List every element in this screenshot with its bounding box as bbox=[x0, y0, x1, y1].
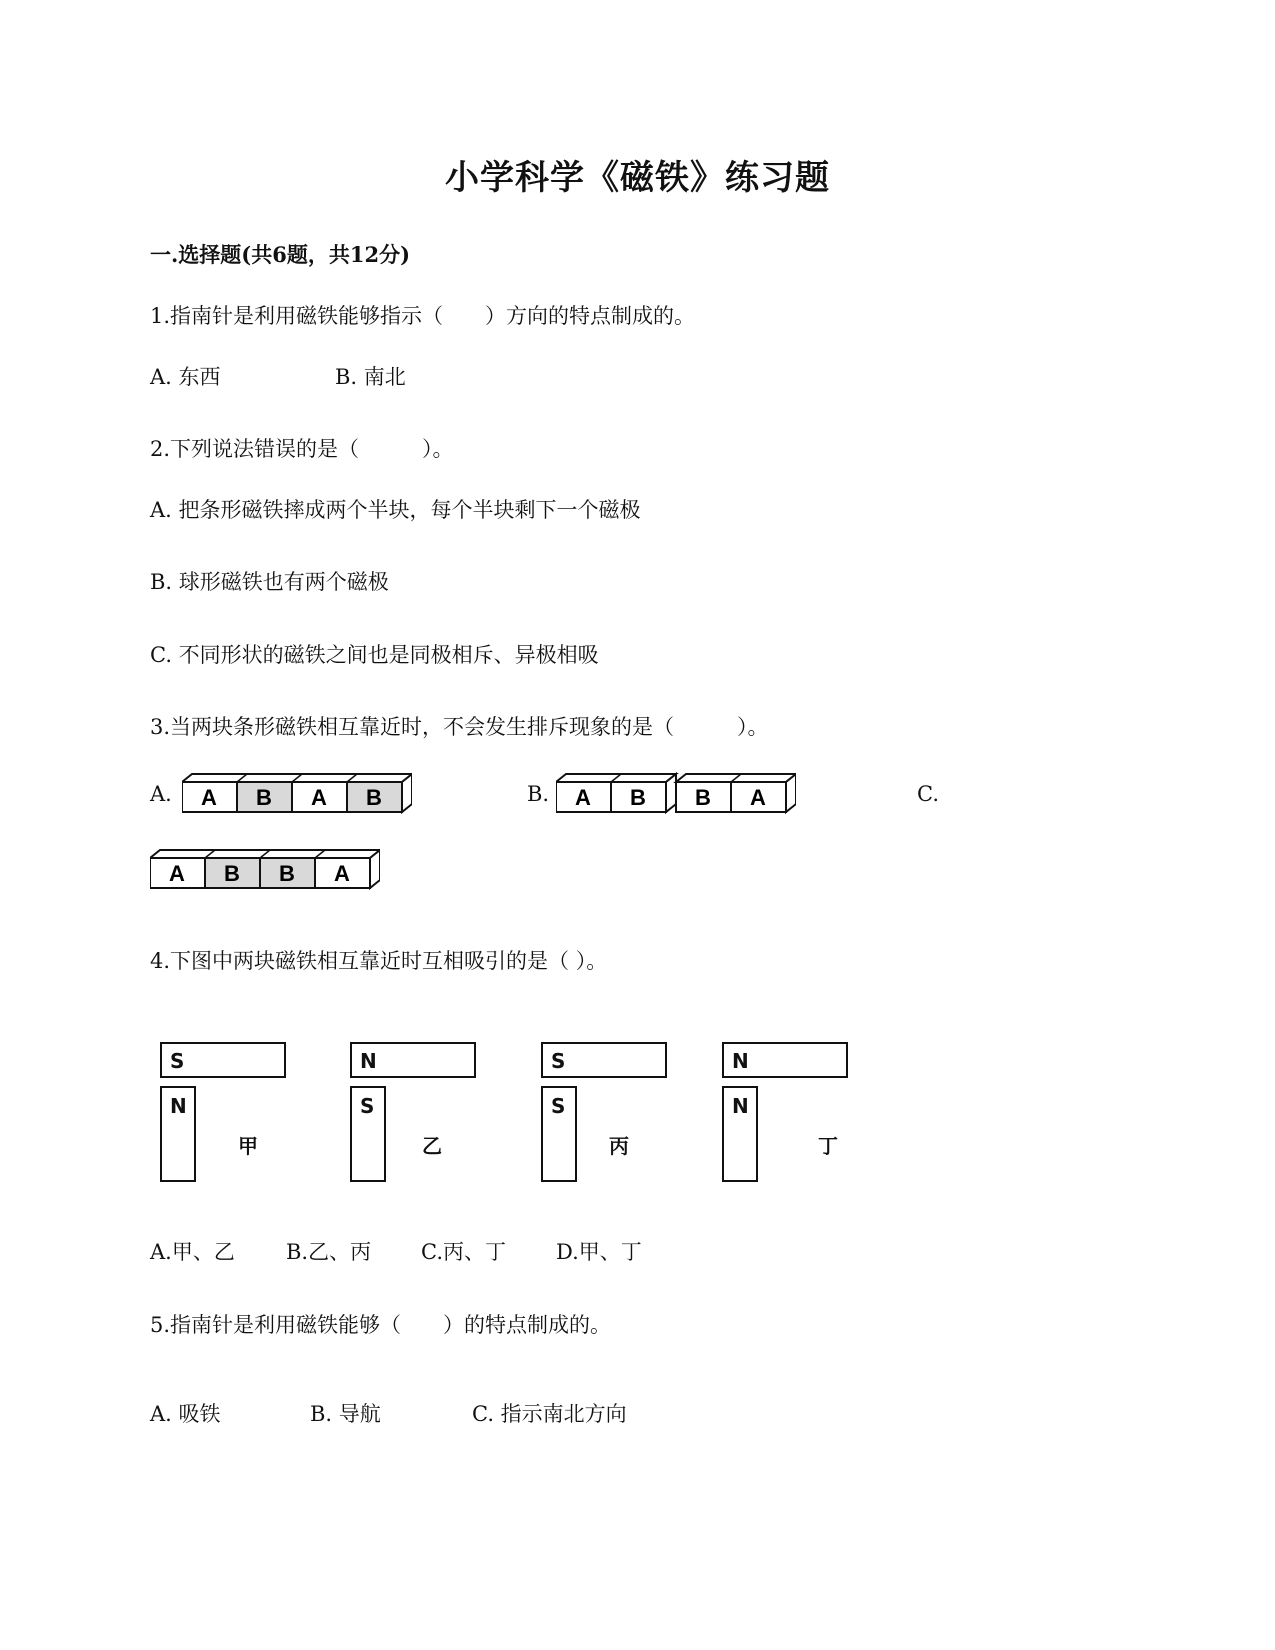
figure-c-cell-3: B bbox=[279, 861, 295, 886]
figure-caption: 乙 bbox=[422, 1134, 442, 1158]
figure-b2-cell-1: B bbox=[695, 785, 711, 810]
question-3-figure-b bbox=[556, 772, 796, 822]
question-3-option-c-label: C. bbox=[917, 782, 939, 806]
question-4-stem: 4.下图中两块磁铁相互靠近时互相吸引的是（ ）。 bbox=[150, 949, 608, 973]
magnet-figure-2 bbox=[350, 1042, 500, 1192]
pole-label: N bbox=[732, 1049, 749, 1073]
question-1-stem: 1.指南针是利用磁铁能够指示（ ）方向的特点制成的。 bbox=[150, 304, 696, 328]
figure-b1-cell-2: B bbox=[630, 785, 646, 810]
magnet-bottom-bar bbox=[541, 1086, 577, 1182]
pole-label: N bbox=[732, 1094, 749, 1118]
figure-c-cell-4: A bbox=[334, 861, 350, 886]
question-3-option-a-label: A. bbox=[150, 782, 172, 806]
pole-label: S bbox=[551, 1049, 566, 1073]
question-3-figure-a bbox=[182, 772, 412, 822]
figure-c-cell-1: A bbox=[169, 861, 185, 886]
figure-caption: 丙 bbox=[609, 1134, 629, 1158]
magnet-bottom-bar bbox=[722, 1086, 758, 1182]
pole-label: N bbox=[360, 1049, 377, 1073]
question-5-option-b: B. 导航 bbox=[310, 1402, 381, 1426]
magnet-figure-4 bbox=[722, 1042, 872, 1192]
magnet-bottom-bar bbox=[350, 1086, 386, 1182]
question-4-option-a: A.甲、乙 bbox=[150, 1240, 235, 1264]
page-title: 小学科学《磁铁》练习题 bbox=[445, 158, 830, 198]
magnet-top-bar bbox=[541, 1042, 667, 1078]
magnet-figure-1 bbox=[160, 1042, 310, 1192]
figure-caption: 丁 bbox=[818, 1134, 838, 1158]
magnet-figure-3 bbox=[541, 1042, 691, 1192]
question-3-figure-c bbox=[150, 848, 380, 898]
figure-b1-cell-1: A bbox=[575, 785, 591, 810]
question-2-stem: 2.下列说法错误的是（ ）。 bbox=[150, 437, 454, 461]
pole-label: S bbox=[170, 1049, 185, 1073]
pole-label: S bbox=[551, 1094, 566, 1118]
figure-a-cell-4: B bbox=[366, 785, 382, 810]
figure-a-cell-2: B bbox=[256, 785, 272, 810]
question-1-option-b: B. 南北 bbox=[335, 365, 406, 389]
question-3-option-b-label: B. bbox=[527, 782, 550, 806]
magnet-top-bar bbox=[722, 1042, 848, 1078]
question-4-option-c: C.丙、丁 bbox=[421, 1240, 506, 1264]
question-2-option-c: C. 不同形状的磁铁之间也是同极相斥、异极相吸 bbox=[150, 643, 599, 667]
question-5-option-a: A. 吸铁 bbox=[150, 1402, 221, 1426]
magnet-top-bar bbox=[160, 1042, 286, 1078]
question-1-option-a: A. 东西 bbox=[150, 365, 221, 389]
question-3-stem: 3.当两块条形磁铁相互靠近时，不会发生排斥现象的是（ ）。 bbox=[150, 715, 769, 739]
figure-b2-cell-2: A bbox=[750, 785, 766, 810]
figure-a-cell-1: A bbox=[201, 785, 217, 810]
pole-label: S bbox=[360, 1094, 375, 1118]
magnet-top-bar bbox=[350, 1042, 476, 1078]
figure-a-cell-3: A bbox=[311, 785, 327, 810]
question-2-option-a: A. 把条形磁铁摔成两个半块，每个半块剩下一个磁极 bbox=[150, 498, 641, 522]
question-5-stem: 5.指南针是利用磁铁能够（ ）的特点制成的。 bbox=[150, 1313, 612, 1337]
question-2-option-b: B. 球形磁铁也有两个磁极 bbox=[150, 570, 389, 594]
question-4-option-b: B.乙、丙 bbox=[286, 1240, 372, 1264]
question-5-option-c: C. 指示南北方向 bbox=[472, 1402, 627, 1426]
magnet-bottom-bar bbox=[160, 1086, 196, 1182]
pole-label: N bbox=[170, 1094, 187, 1118]
section-heading: 一.选择题(共6题，共12分) bbox=[150, 242, 411, 267]
figure-caption: 甲 bbox=[238, 1134, 258, 1158]
figure-c-cell-2: B bbox=[224, 861, 240, 886]
question-4-option-d: D.甲、丁 bbox=[556, 1240, 642, 1264]
